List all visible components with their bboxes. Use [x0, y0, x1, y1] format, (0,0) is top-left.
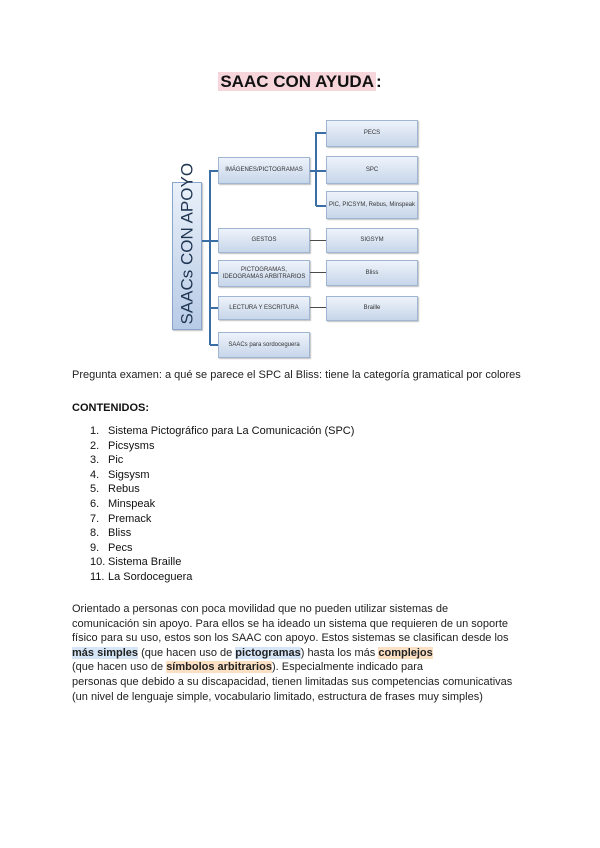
list-item: [90, 424, 354, 439]
connector: [315, 132, 317, 206]
list-item-number: 9.: [90, 541, 100, 554]
highlight-mas-simples: más simples: [72, 646, 139, 659]
exam-question: Pregunta examen: a qué se parece el SPC al Bliss: tiene la categoría gramatical por colores: [72, 369, 521, 381]
paragraph-fragment: (que hacen uso de: [138, 646, 236, 659]
page-title: [0, 72, 600, 92]
list-item-text: Minspeak: [108, 497, 156, 510]
list-item: [90, 512, 354, 527]
list-item: [90, 439, 354, 454]
list-item-number: 10.: [90, 556, 106, 569]
connector: [210, 240, 218, 242]
diagram-branch-sordoceguera: SAACs para sordoceguera: [218, 332, 310, 358]
connector: [210, 272, 218, 274]
paragraph-line: (un nivel de lenguaje simple, vocabulario limitado, estructura de frases muy simples): [72, 690, 483, 703]
list-item-number: 3.: [90, 454, 100, 467]
list-item: [90, 497, 354, 512]
diagram-leaf-spc: SPC: [326, 156, 418, 184]
list-item: [90, 468, 354, 483]
diagram-leaf-pic: PIC, PICSYM, Rebus, Minspeak: [326, 191, 418, 219]
connector: [310, 272, 326, 273]
paragraph-line: físico para su uso, estos son los SAAC con apoyo. Estos sistemas se clasifican desde los: [72, 632, 509, 645]
diagram-root: [172, 162, 202, 330]
paragraph-fragment: ) hasta los más: [300, 646, 379, 659]
list-item-text: Pic: [108, 454, 124, 467]
diagram-branch-imagenes: IMÁGENES/PICTOGRAMAS: [218, 157, 310, 184]
diagram-root-label: SAACs CON APOYO: [177, 162, 197, 325]
title-colon: :: [375, 72, 382, 91]
diagram-branch-pictogramas: PICTOGRAMAS, IDEOGRAMAS ARBITRARIOS: [218, 260, 310, 287]
list-item-number: 2.: [90, 439, 100, 452]
connector: [210, 344, 218, 346]
paragraph-fragment: (que hacen uso de: [72, 661, 167, 674]
list-item-text: Pecs: [108, 541, 133, 554]
diagram-leaf-pecs: PECS: [326, 120, 418, 147]
list-item: [90, 541, 354, 556]
list-item-number: 1.: [90, 425, 100, 437]
paragraph-line: Orientado a personas con poca movilidad que no pueden utilizar sistemas de: [72, 603, 449, 615]
connector: [316, 132, 326, 134]
highlight-simbolos-arbitrarios: símbolos arbitrarios: [166, 661, 272, 674]
contents-heading: CONTENIDOS:: [72, 402, 149, 414]
list-item-text: La Sordoceguera: [108, 570, 193, 583]
connector: [316, 205, 326, 207]
connector: [210, 170, 218, 172]
highlight-complejos: complejos: [378, 646, 433, 659]
connector: [310, 240, 326, 241]
saac-diagram: [168, 114, 428, 364]
list-item: [90, 570, 354, 585]
connector: [209, 170, 211, 345]
list-item-number: 8.: [90, 527, 100, 540]
list-item-number: 5.: [90, 483, 100, 496]
diagram-leaf-sigsym: SIGSYM: [326, 228, 418, 253]
list-item-text: Sigsysm: [108, 468, 150, 481]
list-item-number: 4.: [90, 468, 100, 481]
list-item-text: Bliss: [108, 527, 132, 540]
diagram-leaf-braille: Braille: [326, 296, 418, 321]
paragraph-line: [72, 646, 542, 661]
diagram-branch-gestos: GESTOS: [218, 228, 310, 253]
list-item-text: Rebus: [108, 483, 140, 496]
connector: [316, 170, 326, 172]
list-item-number: 6.: [90, 497, 100, 510]
list-item: [90, 555, 354, 570]
list-item: [90, 482, 354, 497]
list-item-text: Premack: [108, 512, 152, 525]
list-item-number: 7.: [90, 512, 100, 525]
highlight-pictogramas: pictogramas: [235, 646, 301, 659]
list-item-text: Sistema Pictográfico para La Comunicación (SPC): [108, 425, 355, 437]
list-item-text: Sistema Braille: [108, 556, 182, 569]
connector: [210, 307, 218, 309]
paragraph-line: comunicación sin apoyo. Para ellos se ha ideado un sistema que requieren de un soporte: [72, 617, 508, 630]
list-item-text: Picsysms: [108, 439, 155, 452]
paragraph-line: personas que debido a su discapacidad, tienen limitadas sus competencias comunicativas: [72, 675, 513, 688]
contents-list: [90, 424, 354, 585]
paragraph-line: [72, 660, 542, 675]
list-item: [90, 453, 354, 468]
diagram-branch-lectura: LECTURA Y ESCRITURA: [218, 296, 310, 320]
list-item: [90, 526, 354, 541]
list-item-number: 11.: [90, 570, 105, 583]
diagram-leaf-bliss: Bliss: [326, 260, 418, 286]
connector: [310, 307, 326, 308]
description-paragraph: [72, 602, 542, 704]
paragraph-fragment: ). Especialmente indicado para: [271, 661, 423, 674]
title-text: SAAC CON AYUDA: [220, 72, 374, 91]
